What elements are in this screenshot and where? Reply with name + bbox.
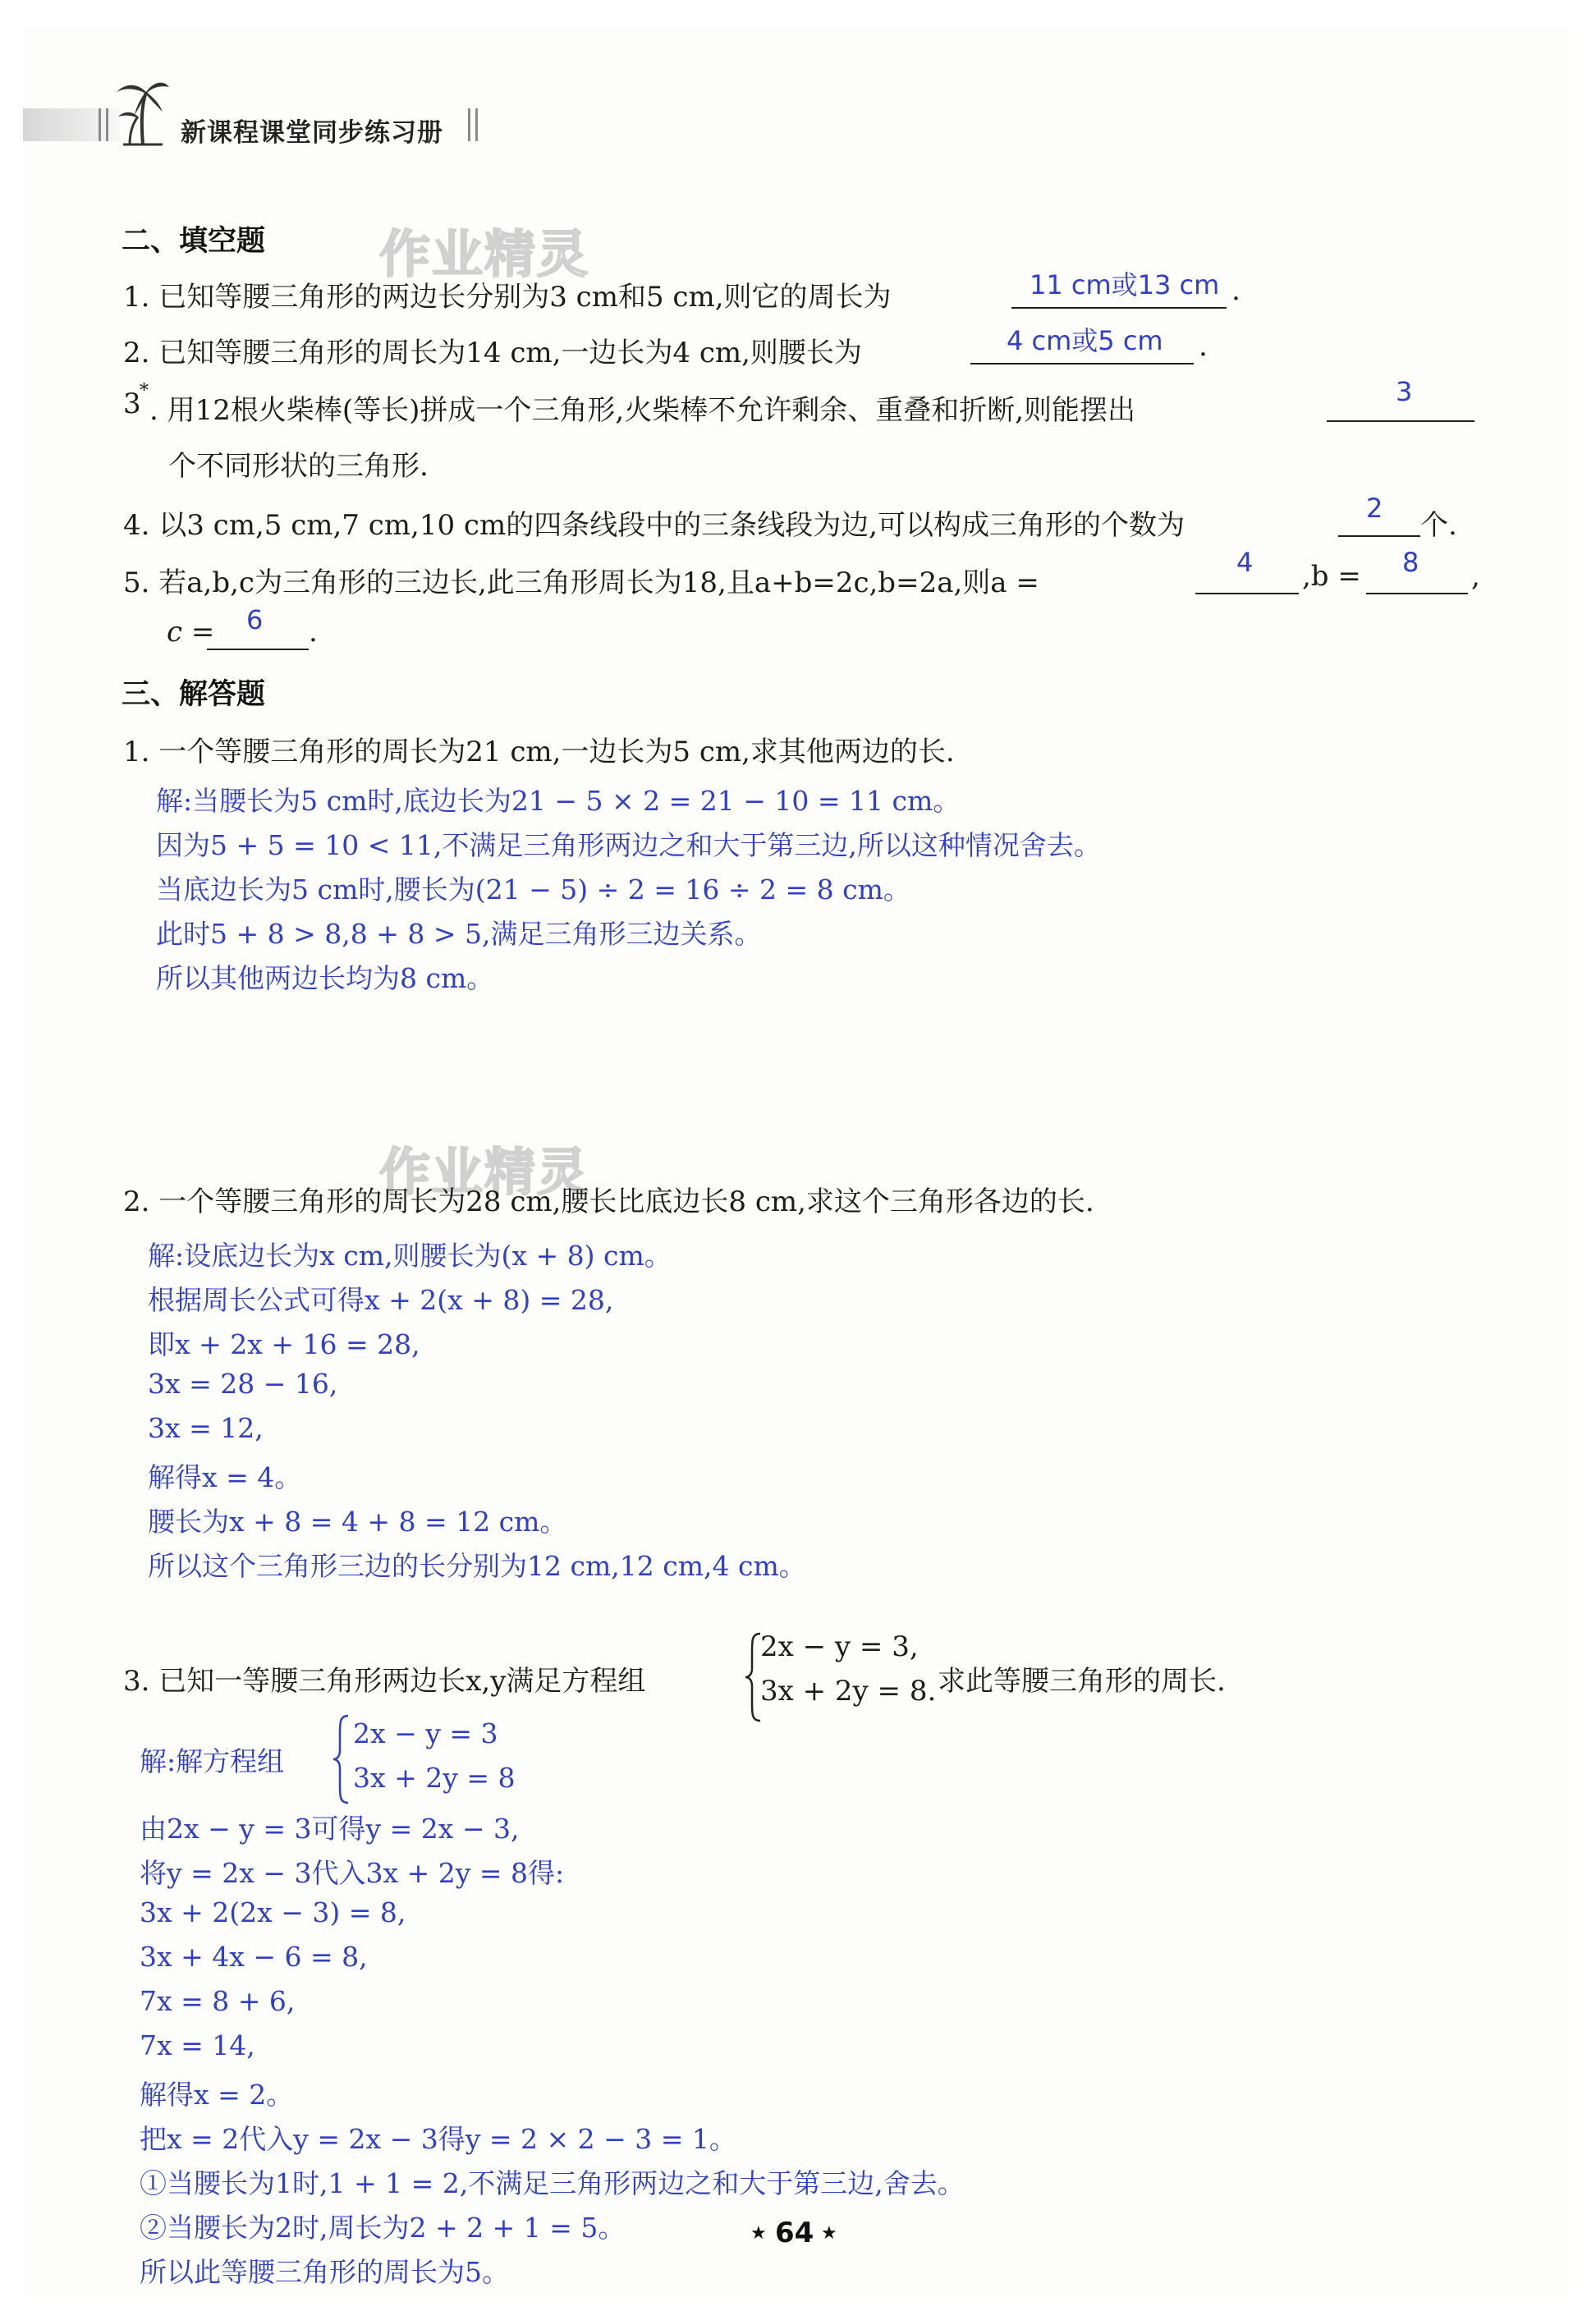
fill-q1-answer: 11 cm或13 cm	[1030, 269, 1220, 300]
problem2-solution-line: 解得x = 4。	[148, 1461, 302, 1493]
fill-q5-end2: .	[309, 616, 318, 649]
header-end-lines	[466, 108, 491, 141]
problem1-solution-line: 因为5 + 5 = 10 < 11,不满足三角形两边之和大于第三边,所以这种情况舍去。	[156, 829, 1101, 861]
fill-q3-star: *	[140, 381, 149, 401]
problem3-question-post: 求此等腰三角形的周长.	[938, 1665, 1226, 1698]
fill-q3-answer: 3	[1396, 376, 1413, 407]
fill-q1-end: .	[1231, 274, 1241, 307]
problem3-solution-line: ①当腰长为1时,1 + 1 = 2,不满足三角形两边之和大于第三边,舍去。	[140, 2167, 965, 2199]
problem3-solution-brace	[332, 1714, 350, 1804]
fill-q5-blank-c	[207, 649, 309, 650]
fill-q2-text: 2. 已知等腰三角形的周长为14 cm,一边长为4 cm,则腰长为	[123, 337, 862, 369]
problem2-solution-line: 即x + 2x + 16 = 28,	[148, 1328, 420, 1360]
fill-q2-answer: 4 cm或5 cm	[1007, 325, 1163, 356]
watermark-middle: 作业精灵	[379, 1142, 590, 1202]
page-star-left-icon: ★	[750, 2223, 767, 2244]
problem2-solution-line: 所以这个三角形三边的长分别为12 cm,12 cm,4 cm。	[148, 1550, 806, 1582]
problem3-solution-line: 7x = 8 + 6,	[140, 1985, 296, 2017]
page-number: 64	[775, 2217, 814, 2249]
problem3-solution-line: ②当腰长为2时,周长为2 + 2 + 1 = 5。	[140, 2212, 626, 2244]
fill-q5-end: ,	[1471, 560, 1480, 593]
problem3-solution-line: 解得x = 2。	[140, 2079, 294, 2111]
problem1-solution-line: 所以其他两边长均为8 cm。	[156, 962, 494, 994]
fill-q5-answer-b: 8	[1402, 547, 1419, 578]
fill-q2-blank	[970, 363, 1194, 365]
problem1-solution-line: 此时5 + 8 > 8,8 + 8 > 5,满足三角形三边关系。	[156, 918, 762, 950]
fill-q2-end: .	[1199, 330, 1208, 363]
fill-q4-answer: 2	[1366, 493, 1383, 524]
fill-q3-blank	[1327, 420, 1474, 422]
fill-q1-blank	[1011, 307, 1227, 309]
problem3-solution-line: 由2x − y = 3可得y = 2x − 3,	[140, 1813, 520, 1845]
palm-tree-icon	[113, 74, 171, 148]
series-title: 新课程课堂同步练习册	[181, 118, 443, 148]
problem3-system-eq2: 3x + 2y = 8.	[760, 1675, 937, 1708]
problem3-solution-line: 7x = 14,	[140, 2029, 255, 2061]
fill-q5-blank-b	[1366, 593, 1468, 594]
fill-q5-blank-a	[1195, 593, 1299, 594]
problem2-solution-line: 3x = 28 − 16,	[148, 1368, 338, 1400]
section-title-fill-blank: 二、填空题	[122, 225, 266, 258]
problem3-solution-system-eq1: 2x − y = 3	[353, 1717, 498, 1749]
fill-q3-num: 3	[123, 387, 141, 420]
problem3-solution-line: 把x = 2代入y = 2x − 3得y = 2 × 2 − 3 = 1。	[140, 2123, 736, 2155]
fill-q5-mid: ,b =	[1302, 560, 1361, 593]
watermark-top: 作业精灵	[379, 224, 590, 284]
problem2-solution-line: 腰长为x + 8 = 4 + 8 = 12 cm。	[148, 1506, 567, 1538]
problem2-solution-line: 根据周长公式可得x + 2(x + 8) = 28,	[148, 1284, 614, 1316]
fill-q4-end: 个.	[1420, 509, 1457, 542]
fill-q3-text: . 用12根火柴棒(等长)拼成一个三角形,火柴棒不允许剩余、重叠和折断,则能摆出	[149, 394, 1136, 427]
fill-q1-text: 1. 已知等腰三角形的两边长分别为3 cm和5 cm,则它的周长为	[123, 281, 892, 314]
problem2-solution-line: 解:设底边长为x cm,则腰长为(x + 8) cm。	[148, 1240, 672, 1272]
problem3-solution-pre: 解:解方程组	[140, 1745, 285, 1777]
problem3-solution-line: 将y = 2x − 3代入3x + 2y = 8得:	[140, 1857, 565, 1889]
problem2-question: 2. 一个等腰三角形的周长为28 cm,腰长比底边长8 cm,求这个三角形各边的长.	[123, 1185, 1094, 1218]
fill-q4-text: 4. 以3 cm,5 cm,7 cm,10 cm的四条线段中的三条线段为边,可以构成三角形的个数为	[123, 509, 1185, 542]
fill-q5-answer-c: 6	[246, 604, 264, 635]
fill-q5-answer-a: 4	[1236, 547, 1254, 578]
page-star-right-icon: ★	[821, 2223, 837, 2244]
fill-q5-line2: c =	[167, 616, 215, 649]
problem3-solution-line: 所以此等腰三角形的周长为5。	[140, 2256, 509, 2288]
problem3-system-eq1: 2x − y = 3,	[760, 1630, 919, 1663]
problem3-left-brace	[744, 1632, 762, 1722]
problem1-question: 1. 一个等腰三角形的周长为21 cm,一边长为5 cm,求其他两边的长.	[123, 736, 955, 768]
fill-q5-text: 5. 若a,b,c为三角形的三边长,此三角形周长为18,且a+b=2c,b=2a,则a =	[123, 566, 1039, 599]
fill-q3-line2: 个不同形状的三角形.	[168, 450, 429, 483]
section-title-solve: 三、解答题	[122, 678, 266, 711]
fill-q4-blank	[1338, 535, 1420, 537]
problem2-solution-line: 3x = 12,	[148, 1412, 264, 1444]
problem3-solution-system-eq2: 3x + 2y = 8	[353, 1762, 516, 1794]
problem3-solution-line: 3x + 2(2x − 3) = 8,	[140, 1896, 406, 1928]
problem3-question-pre: 3. 已知一等腰三角形两边长x,y满足方程组	[123, 1665, 646, 1698]
problem3-solution-line: 3x + 4x − 6 = 8,	[140, 1941, 368, 1973]
problem1-solution-line: 当底边长为5 cm时,腰长为(21 − 5) ÷ 2 = 16 ÷ 2 = 8 cm。	[156, 873, 910, 906]
problem1-solution-line: 解:当腰长为5 cm时,底边长为21 − 5 × 2 = 21 − 10 = 11 cm。	[156, 785, 961, 817]
